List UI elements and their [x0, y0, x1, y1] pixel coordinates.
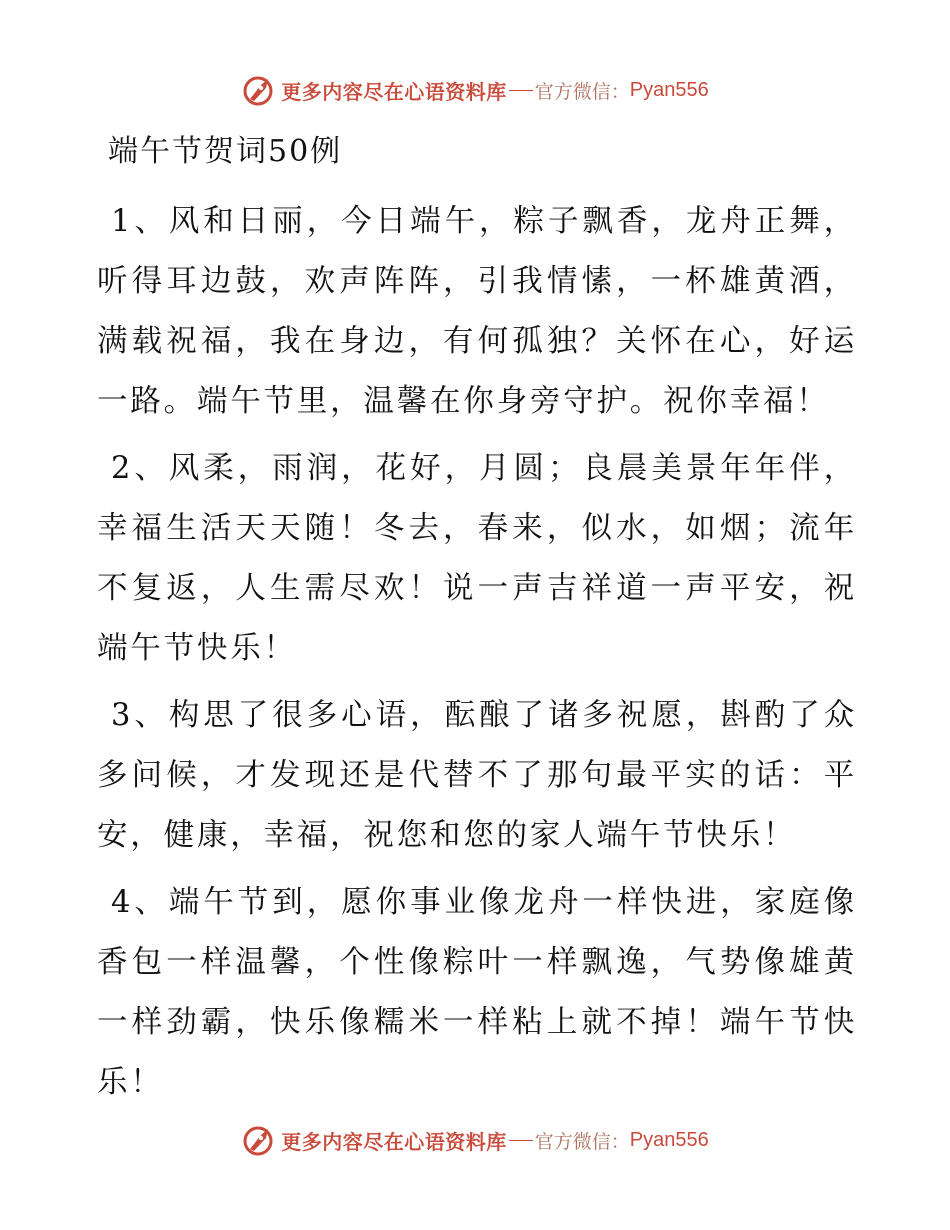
watermark-wechat-label: 官方微信：: [534, 80, 630, 103]
pen-nib-logo-icon: [241, 73, 275, 107]
watermark-dash: [509, 90, 533, 91]
greeting-paragraph-2: 2、风柔，雨润，花好，月圆；良晨美景年年伴，幸福生活天天随！冬去，春来，似水，如烟；流年不复返，人生需尽欢！说一声吉祥道一声平安，祝端午节快乐！: [97, 451, 857, 666]
greeting-paragraph-4: 4、端午节到，愿你事业像龙舟一样快进，家庭像香包一样温馨，个性像粽叶一样飘逸，气势像雄黄一样劲霸，快乐像糯米一样粘上就不掉！端午节快乐！: [97, 885, 857, 1100]
watermark-wechat-label: 官方微信：: [534, 1130, 630, 1153]
pen-nib-logo-icon: [241, 1123, 275, 1157]
greeting-paragraph-1: 1、风和日丽，今日端午，粽子飘香，龙舟正舞，听得耳边鼓，欢声阵阵，引我情愫，一杯雄黄酒，满载祝福，我在身边，有何孤独？关怀在心，好运一路。端午节里，温馨在你身旁守护。祝你幸福！: [97, 204, 857, 419]
watermark-site-text: 更多内容尽在心语资料库: [281, 1129, 507, 1154]
page-title: 端午节贺词50例: [108, 134, 343, 169]
watermark-dash: [509, 1140, 533, 1141]
document-body: [97, 192, 857, 1120]
header-watermark: [0, 70, 950, 110]
greeting-paragraph-3: 3、构思了很多心语，酝酿了诸多祝愿，斟酌了众多问候，才发现还是代替不了那句最平实的话：平安，健康，幸福，祝您和您的家人端午节快乐！: [97, 698, 857, 853]
watermark-site-text: 更多内容尽在心语资料库: [281, 79, 507, 104]
watermark-wechat-id: Pyan556: [629, 1128, 709, 1151]
footer-watermark: [0, 1120, 950, 1160]
watermark-wechat-id: Pyan556: [629, 78, 709, 101]
